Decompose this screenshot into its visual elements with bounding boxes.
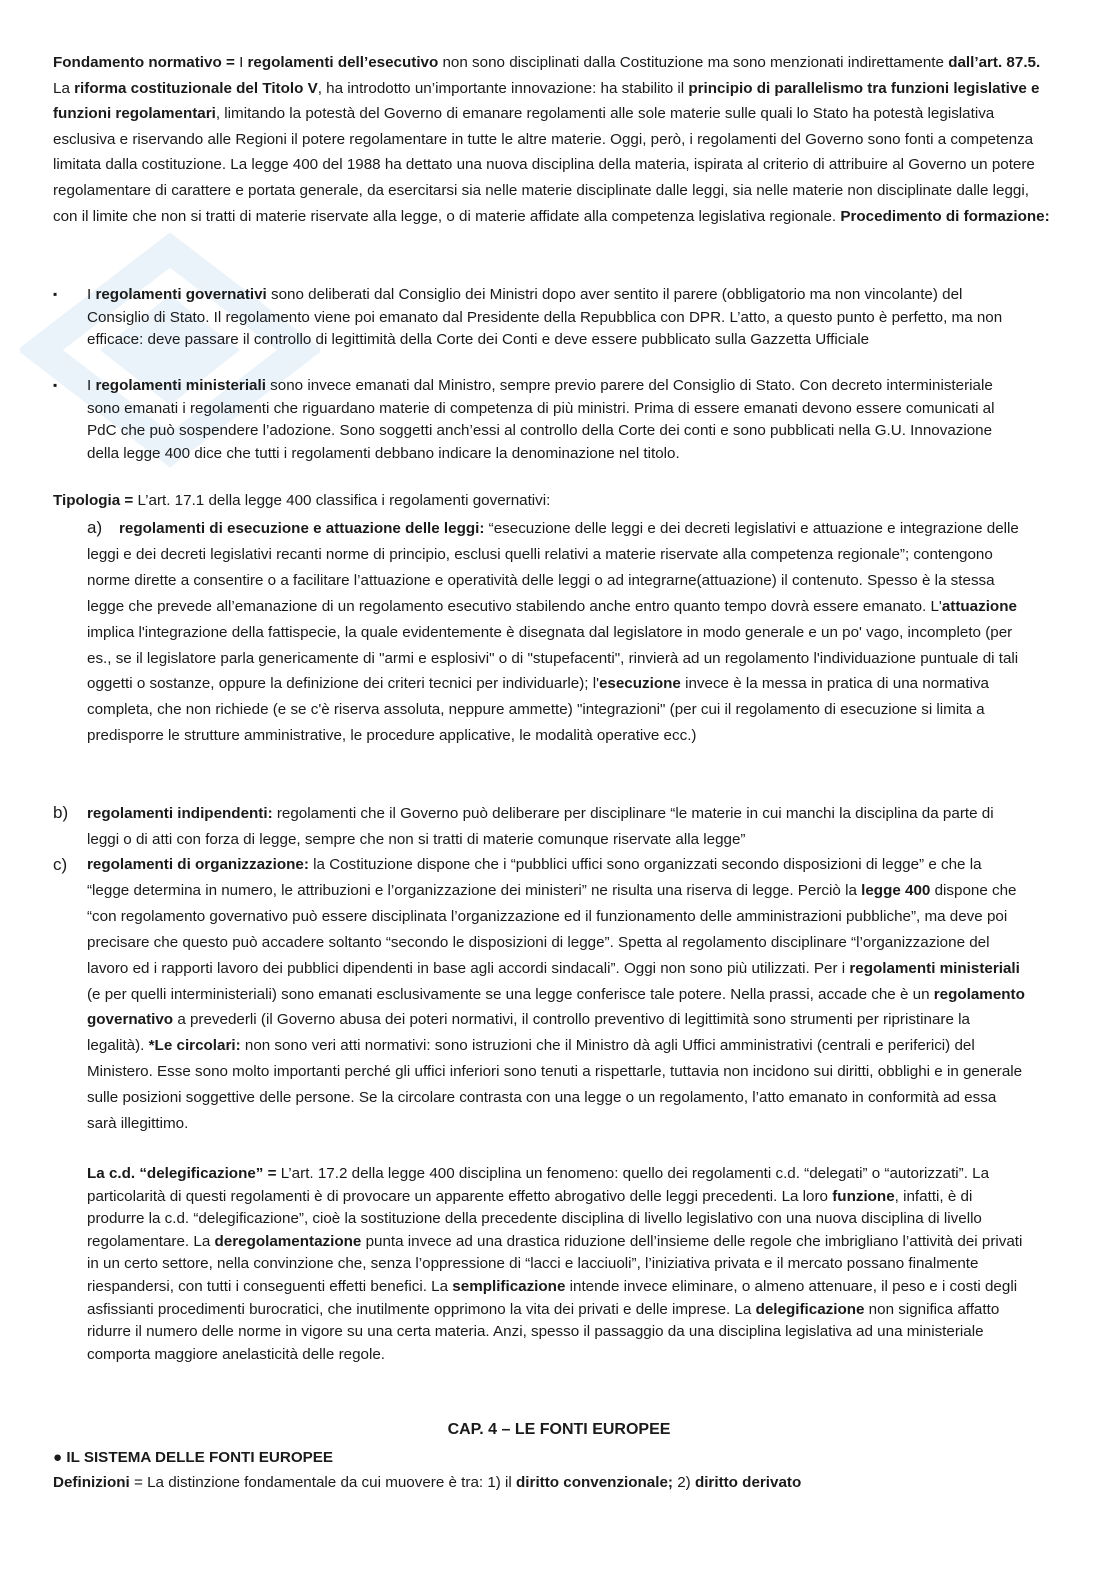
text: la Costituzione dispone che i “pubblici uffici sono organizzati secondo disposizioni di legge” e che la “legge determina in numero, le attribuzioni e l’organizzazione dei ministeri” ne risulta una riserva di legge. Perciò la bbox=[87, 856, 982, 899]
text: (e per quelli interministeriali) sono emanati esclusivamente se una legge conferisce tale potere. Nella prassi, accade che è un bbox=[87, 985, 934, 1003]
text: non significa affatto ridurre il numero delle norme in vigore su una certa materia. Anzi, spesso il passaggio da una disciplina legislativa ad una ministeriale comporta maggiore anelasticità delle regole. bbox=[87, 1300, 1000, 1363]
paragraph-tipologia bbox=[53, 490, 1053, 512]
section-heading: ● IL SISTEMA DELLE FONTI EUROPEE bbox=[53, 1449, 334, 1466]
text: = La distinzione fondamentale da cui muovere è tra: 1) il bbox=[129, 1474, 517, 1491]
bold-term: regolamenti di organizzazione: bbox=[87, 856, 309, 873]
text: sono deliberati dal Consiglio dei Ministri dopo aver sentito il parere (obbligatorio ma non vincolante) del Consiglio di Stato. Il regolamento viene poi emanato dal Presidente della Repubblica con DPR. L’atto, a questo punto è perfetto, ma non efficace: deve passare il controllo di legittimità della Corte dei Conti e deve essere pubblicato sulla Gazzetta Ufficiale bbox=[87, 286, 1003, 349]
bold-term: regolamenti governativi bbox=[95, 286, 267, 303]
label-definizioni: Definizioni bbox=[53, 1474, 130, 1491]
bold-term: principio di parallelismo tra funzioni legislative e funzioni regolamentari bbox=[53, 79, 1040, 123]
list-marker-a: a) bbox=[87, 518, 103, 537]
text: I bbox=[87, 286, 96, 303]
text: intende invece eliminare, o almeno attenuare, il peso e i costi degli asfissianti procedimenti burocratici, che inutilmente opprimono la vita dei privati e delle imprese. La bbox=[87, 1277, 1018, 1318]
bold-term: regolamenti dell’esecutivo bbox=[247, 54, 439, 71]
bold-term: regolamenti ministeriali bbox=[849, 959, 1020, 977]
text: punta invece ad una drastica riduzione dell’insieme delle regole che imbrigliano l’attività dei privati in un certo settore, nella convinzione che, senza l’oppressione di “lacci e lacciuoli”, l’iniziativa privata e il mercato possano finalmente riespandersi, con tutti i conseguenti effetti benefici. La bbox=[87, 1232, 1023, 1295]
text: “esecuzione delle leggi e dei decreti legislativi e attuazione e integrazione delle leggi e dei decreti legislativi recanti norme di principio, esclusi quelli relativi a materie riservate alla competenza regionale”; contengono norme dirette a consentire o a facilitare l’attuazione e operatività delle leggi o ad integrarne(attuazione) il contenuto. Spesso è la stessa legge che prevede all’emanazione di un regolamento esecutivo stabilendo anche entro quanto tempo dovrà essere emanato. L' bbox=[87, 520, 1019, 615]
chapter-title: CAP. 4 – LE FONTI EUROPEE bbox=[447, 1421, 671, 1438]
text: La bbox=[53, 79, 75, 97]
item-organizzazione bbox=[87, 852, 1027, 1137]
bold-term: delegificazione bbox=[755, 1300, 865, 1318]
text: dispone che “con regolamento governativo può essere disciplinata l’organizzazione ed il funzionamento delle amministrazioni pubbliche”, ma deve poi precisare che questo può accadere soltanto “secondo le disposizioni di legge”. Spetta al regolamento disciplinare “l’organizzazione del lavoro ed i rapporti lavoro dei pubblici dipendenti in base agli accordi sindacali”. Oggi non sono più utilizzati. Per i bbox=[87, 881, 1017, 977]
item-indipendenti bbox=[87, 801, 1027, 852]
bullet-ministeriali bbox=[87, 375, 1027, 465]
paragraph-definizioni bbox=[53, 1474, 801, 1491]
bold-term: diritto convenzionale; bbox=[516, 1474, 673, 1491]
item-esecuzione-attuazione bbox=[87, 516, 1027, 749]
text: L’art. 17.2 della legge 400 disciplina un fenomeno: quello dei regolamenti c.d. “delegati” o “autorizzati”. La particolarità di questi regolamenti è di provocare un apparente effetto abrogativo delle leggi precedenti. La loro bbox=[87, 1165, 990, 1205]
paragraph-fondamento bbox=[53, 50, 1053, 229]
text: a prevederli (il Governo abusa dei poteri normativi, il controllo preventivo di legittimità sono strumenti per ripristinare la legalità). bbox=[87, 1011, 970, 1055]
bold-term: dall’art. 87.5. bbox=[948, 54, 1041, 71]
text: , ha introdotto un’importante innovazione: ha stabilito il bbox=[317, 79, 689, 97]
text: I bbox=[87, 377, 96, 394]
bold-term: attuazione bbox=[941, 597, 1017, 615]
label-procedimento: Procedimento di formazione: bbox=[840, 207, 1050, 225]
bold-term: legge 400 bbox=[861, 881, 931, 899]
bullet-governativi bbox=[87, 284, 1027, 352]
bold-term: regolamento governativo bbox=[87, 985, 1025, 1029]
bold-term: deregolamentazione bbox=[214, 1232, 362, 1250]
text: L’art. 17.1 della legge 400 classifica i regolamenti governativi: bbox=[133, 492, 551, 509]
text: , limitando la potestà del Governo di emanare regolamenti alle sole materie sulle quali lo Stato ha potestà legislativa esclusiva e riservando alle Regioni il potere regolamentare in tutte le altre materie. Oggi, però, i regolamenti del Governo sono fonti a competenza limitata dalla costituzione. La legge 400 del 1988 ha dettato una nuova disciplina della materia, ispirata al criterio di attribuire al Governo un potere regolamentare di carattere e portata generale, da esercitarsi sia nelle materie disciplinate dalle leggi, sia nelle materie non disciplinate dalle leggi, con il limite che non si tratti di materie riservate alla legge, o di materie affidate alla competenza legislativa regionale. bbox=[53, 105, 1035, 225]
text: 2) bbox=[672, 1474, 695, 1491]
bullet-marker: ▪ bbox=[53, 378, 58, 392]
text: I bbox=[239, 54, 248, 71]
text: non sono veri atti normativi: sono istruzioni che il Ministro dà agli Uffici amministrativi (centrali e periferici) del Ministero. Esse sono molto importanti perché gli uffici inferiori sono tenuti a rispettarle, tuttavia non incidono sui diritti, obblighi e in generale sulle posizioni soggettive delle persone. Se la circolare contrasta con una legge o un regolamento, l’atto emanato in conformità ad essa sarà illegittimo. bbox=[87, 1037, 1023, 1133]
label-tipologia: Tipologia = bbox=[53, 492, 134, 509]
bold-term: diritto derivato bbox=[694, 1474, 802, 1491]
bold-term: regolamenti ministeriali bbox=[95, 377, 266, 394]
text: implica l'integrazione della fattispecie, la quale evidentemente è disegnata dal legislatore in modo generale e un po' vago, incompleto (per es., se il legislatore parla genericamente di "armi e esplosivi" o di "stupefacenti", rinvierà ad un regolamento l'individuazione puntuale di tali oggetti o sostanze, oppure la definizione dei criteri tecnici per individuarle); l' bbox=[87, 623, 1019, 693]
bold-term: *Le circolari: bbox=[148, 1037, 241, 1055]
paragraph-delegificazione bbox=[87, 1163, 1027, 1366]
bold-term: regolamenti di esecuzione e attuazione delle leggi: bbox=[119, 520, 485, 537]
bold-term: semplificazione bbox=[452, 1277, 566, 1295]
text: non sono disciplinati dalla Costituzione ma sono menzionati indirettamente bbox=[438, 54, 949, 71]
label-fondamento: Fondamento normativo = bbox=[53, 54, 240, 71]
text: invece è la messa in pratica di una normativa completa, che non richiede (e se c'è riserva assoluta, neppure ammette) "integrazioni" (per cui il regolamento di esecuzione si limita a predisporre le strutture amministrative, le procedure applicative, le modalità operative ecc.) bbox=[87, 675, 989, 745]
list-marker-b: b) bbox=[53, 803, 69, 822]
text: sono invece emanati dal Ministro, sempre previo parere del Consiglio di Stato. Con decreto interministeriale sono emanati i regolamenti che riguardano materie di competenza di più ministri. Prima di essere emanati devono essere comunicati al PdC che può sospendere l’adozione. Sono soggetti anch’essi al controllo della Corte dei conti e sono pubblicati nella G.U. Innovazione della legge 400 dice che tutti i regolamenti debbano indicare la denominazione nel titolo. bbox=[87, 377, 995, 462]
text: regolamenti che il Governo può deliberare per disciplinare “le materie in cui manchi la disciplina da parte di leggi o di atti con forza di legge, sempre che non si tratti di materie comunque riservate alla legge” bbox=[87, 805, 994, 848]
label-delegificazione: La c.d. “delegificazione” = bbox=[87, 1165, 277, 1182]
bold-term: funzione bbox=[832, 1187, 895, 1205]
text: , infatti, è di produrre la c.d. “delegificazione”, cioè la sostituzione della precedente disciplina di livello legislativo con una nuova disciplina di livello regolamentare. La bbox=[87, 1187, 982, 1250]
list-marker-c: c) bbox=[53, 855, 68, 874]
bold-term: riforma costituzionale del Titolo V bbox=[74, 79, 318, 97]
bold-term: esecuzione bbox=[598, 675, 681, 693]
bold-term: regolamenti indipendenti: bbox=[87, 805, 273, 822]
bullet-marker: ▪ bbox=[53, 287, 58, 301]
